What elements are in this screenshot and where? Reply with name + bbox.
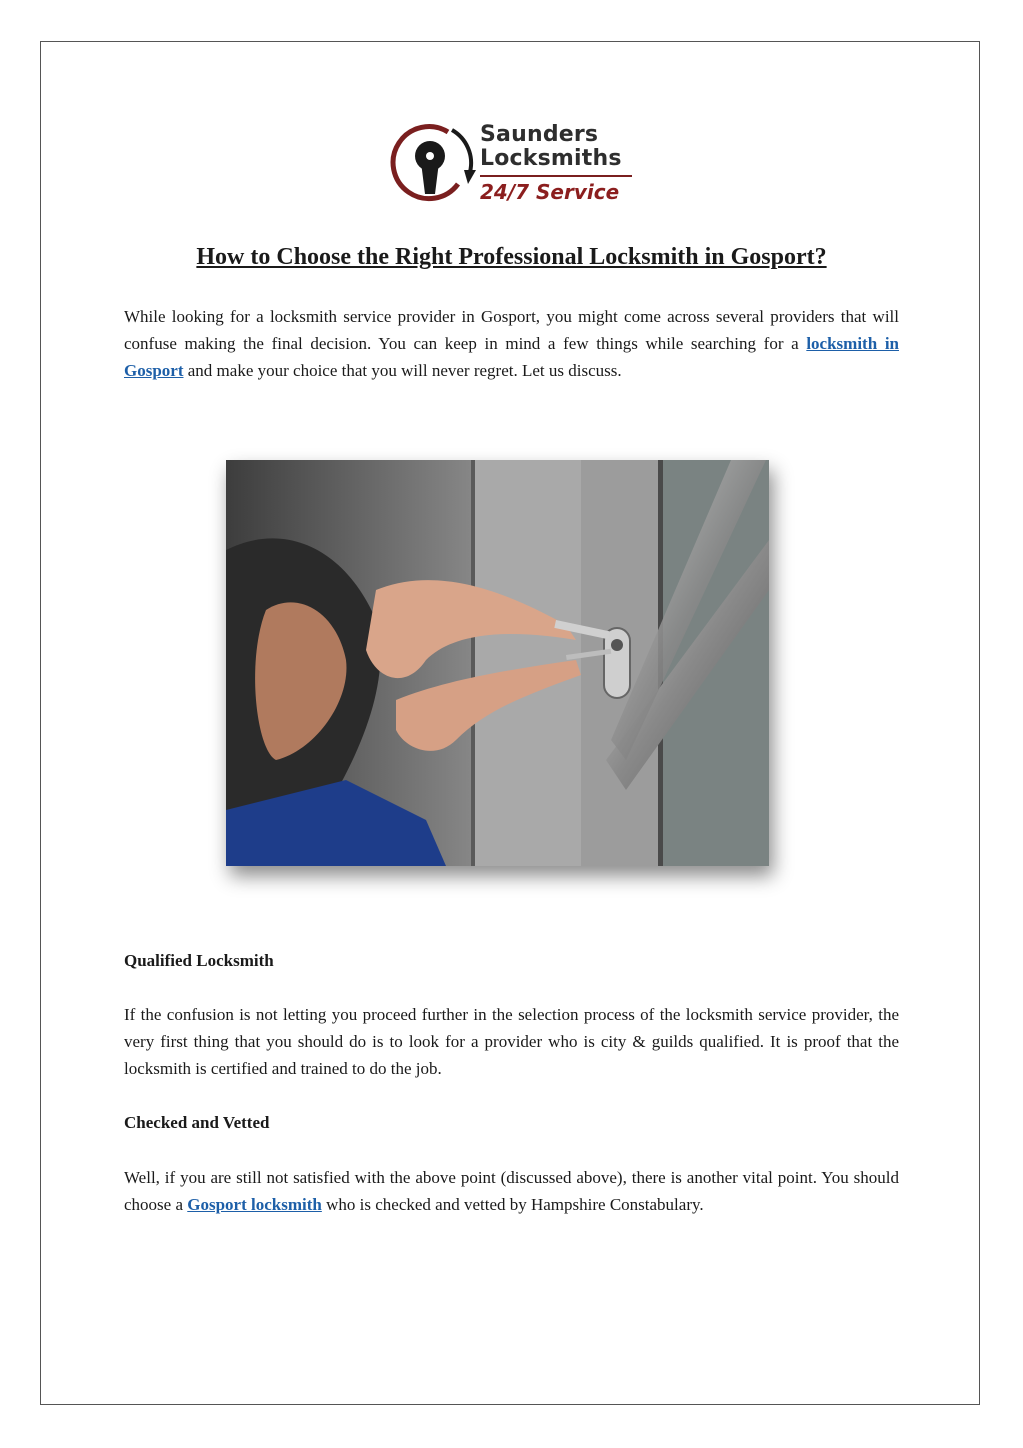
section-body-qualified: If the confusion is not letting you proceed further in the selection process of the locksmith service provider, the very first thing that you should do is to look for a provider who is city & guilds qualified. It is proof that the locksmith is certified and trained to do the job. <box>124 1005 899 1078</box>
logo-tagline: 24/7 Service <box>480 180 620 204</box>
logo-wordmark-line2: Locksmiths <box>480 146 622 171</box>
section-heading-checked: Checked and Vetted <box>124 1113 270 1132</box>
logo-wordmark-line1: Saunders <box>480 122 599 147</box>
intro-paragraph <box>124 303 899 384</box>
intro-text-after: and make your choice that you will never regret. Let us discuss. <box>183 361 622 380</box>
checked-text-after: who is checked and vetted by Hampshire Constabulary. <box>321 1195 704 1214</box>
keyhole-ring-icon <box>388 122 478 208</box>
intro-text-before: While looking for a locksmith service provider in Gosport, you might come across several providers that will confuse making the final decision. You can keep in mind a few things while searching for a <box>124 307 899 353</box>
gosport-locksmith-link[interactable]: Gosport locksmith <box>187 1195 322 1214</box>
section-heading-qualified: Qualified Locksmith <box>124 951 274 970</box>
locksmith-in-gosport-link[interactable]: locksmith in Gosport <box>124 334 899 380</box>
section-body-checked <box>124 1164 899 1218</box>
checked-text-before: Well, if you are still not satisfied with the above point (discussed above), there is another vital point. You should choose a <box>124 1168 899 1214</box>
page-title: How to Choose the Right Professional Locksmith in Gosport? <box>196 244 827 270</box>
company-logo <box>388 122 638 208</box>
logo-divider <box>480 175 632 177</box>
locksmith-photo <box>226 460 769 866</box>
